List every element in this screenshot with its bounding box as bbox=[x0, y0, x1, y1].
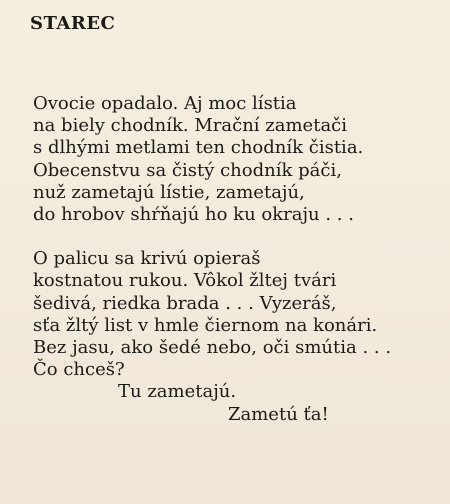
poem-line: O palicu sa krivú opieraš bbox=[33, 248, 261, 270]
poem-line: Obecenstvu sa čistý chodník páči, bbox=[33, 159, 342, 181]
poem-title: STAREC bbox=[30, 13, 116, 34]
poem-line: nuž zametajú lístie, zametajú, bbox=[33, 181, 305, 203]
stanza-2 bbox=[33, 248, 433, 426]
poem-line: šedivá, riedka brada . . . Vyzeráš, bbox=[33, 292, 337, 314]
poem-line: do hrobov shŕňajú ho ku okraju . . . bbox=[33, 204, 354, 226]
poem-line: Bez jasu, ako šedé nebo, oči smútia . . . bbox=[33, 337, 392, 359]
poem-line: kostnatou rukou. Vôkol žltej tvári bbox=[33, 270, 337, 292]
poem-body bbox=[33, 93, 433, 426]
poem-line-indented: Tu zametajú. bbox=[118, 381, 237, 403]
poem-line: Čo chceš? bbox=[33, 359, 125, 381]
poem-line-indented: Zametú ťa! bbox=[228, 403, 329, 425]
poem-line: sťa žltý list v hmle čiernom na konári. bbox=[33, 314, 378, 336]
poem-line: s dlhými metlami ten chodník čistia. bbox=[33, 137, 364, 159]
poem-line: Ovocie opadalo. Aj moc lístia bbox=[33, 93, 297, 114]
stanza-1 bbox=[33, 93, 433, 226]
poem-line: na biely chodník. Mrační zametači bbox=[33, 115, 348, 137]
